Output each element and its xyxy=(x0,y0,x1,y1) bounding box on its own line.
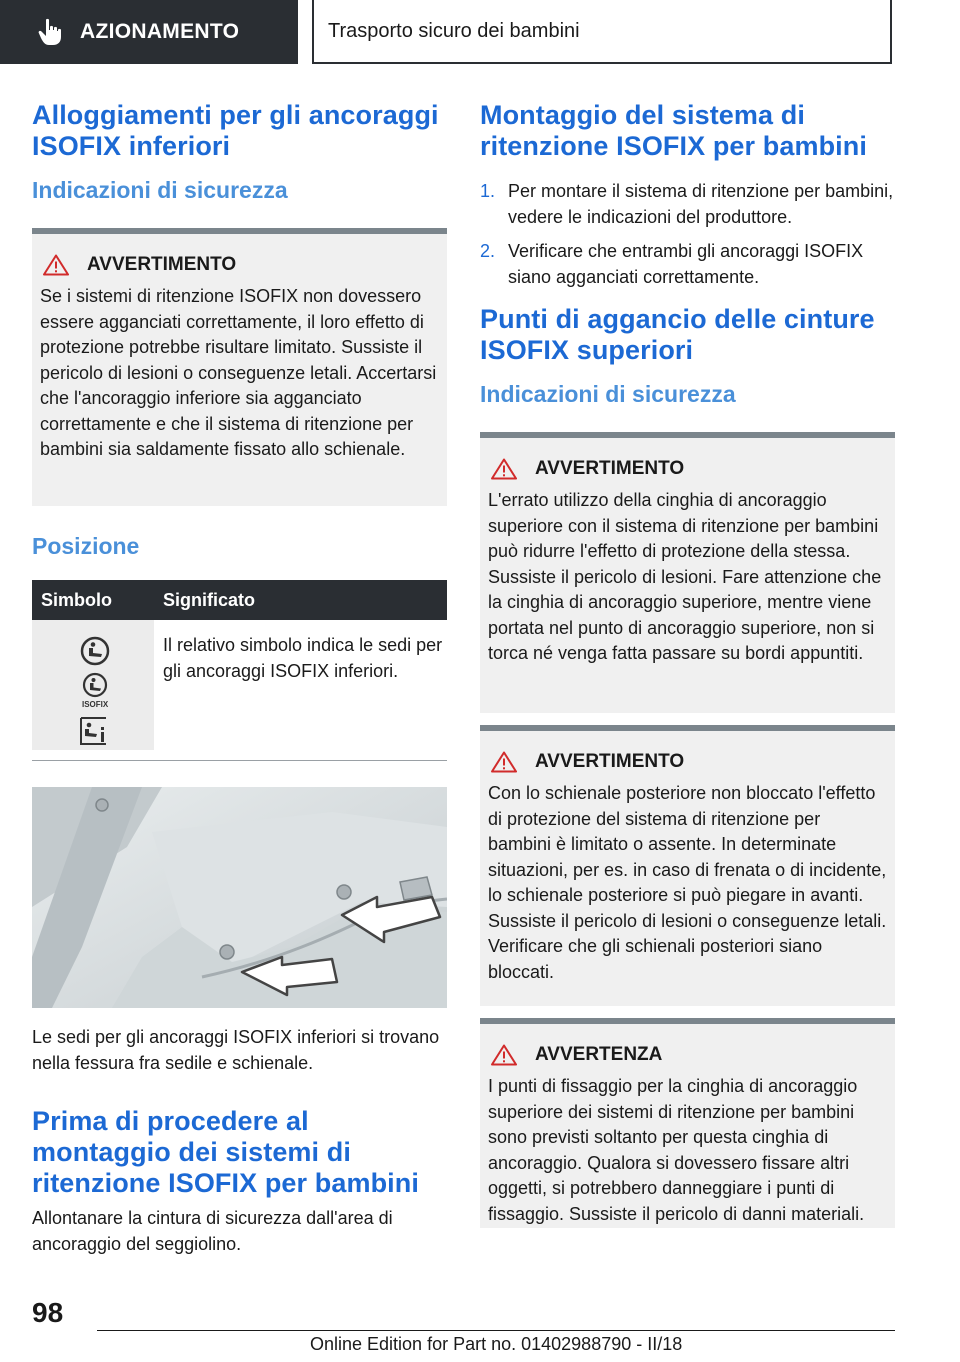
warning-box xyxy=(480,725,895,1006)
right-column xyxy=(480,100,895,1228)
chapter-title: Trasporto sicuro dei bambini xyxy=(328,19,580,42)
upper-anchor-title: Punti di aggancio delle cinture ISOFIX superiori xyxy=(480,304,875,365)
before-mounting-text: Allontanare la cintura di sicurezza dall'area di ancoraggio del seggiolino. xyxy=(32,1208,393,1254)
hand-pointer-icon xyxy=(38,18,64,46)
symbol-table xyxy=(32,580,447,750)
photo-caption: Le sedi per gli ancoraggi ISOFIX inferiori si trovano nella fessura fra sedile e schienale. xyxy=(32,1027,440,1073)
warning-triangle-icon xyxy=(491,458,517,480)
safety-heading: Indicazioni di sicurezza xyxy=(480,381,736,407)
position-heading: Posizione xyxy=(32,533,140,559)
warning-label: AVVERTIMENTO xyxy=(535,458,685,479)
notice-label: AVVERTENZA xyxy=(535,1044,663,1065)
warning-triangle-icon xyxy=(491,1044,517,1066)
warning-box xyxy=(32,228,447,506)
step-text: Per montare il sistema di ritenzione per bambini, vedere le indicazioni del produttore. xyxy=(508,181,894,227)
symbol-cell xyxy=(32,620,154,750)
warning-header xyxy=(488,458,887,480)
chapter-tab[interactable] xyxy=(312,0,892,64)
table-header-row xyxy=(32,580,447,620)
warning-header xyxy=(40,254,439,276)
safety-heading: Indicazioni di sicurezza xyxy=(32,177,288,203)
left-column xyxy=(32,100,447,1257)
mount-steps xyxy=(480,178,895,290)
notice-box xyxy=(480,1018,895,1228)
table-bottom-rule xyxy=(32,760,447,761)
step-text: Verificare che entrambi gli ancoraggi ISOFIX siano agganciati correttamente. xyxy=(508,241,864,287)
warning-triangle-icon xyxy=(491,751,517,773)
page-header xyxy=(0,0,960,66)
section-tab[interactable] xyxy=(0,0,298,64)
isofix-lower-title: Alloggiamenti per gli ancoraggi ISOFIX inferiori xyxy=(32,100,439,161)
mount-title: Montaggio del sistema di ritenzione ISOFIX per bambini xyxy=(480,100,867,161)
warning-text: L'errato utilizzo della cinghia di ancoraggio superiore con il sistema di ritenzione per bambini può ridurre l'effetto di protezione della stessa. Sussiste il pericolo di lesioni. Fare attenzione che la cinghia di ancoraggio superiore, mentre viene portata nel punto di ancoraggio superiore, non si torca né venga fatta passare su bordi appuntiti. xyxy=(488,490,882,663)
child-seat-icon xyxy=(80,636,110,666)
page-number: 98 xyxy=(32,1297,64,1328)
table-row xyxy=(32,620,447,750)
footer-edition: Online Edition for Part no. 01402988790 - II/18 xyxy=(310,1334,683,1354)
notice-text: I punti di fissaggio per la cinghia di ancoraggio superiore dei sistemi di ritenzione per bambini sono previsti soltanto per questa cinghia di ancoraggio. Qualora si dovessero fissare altri oggetti, si potrebbero danneggiare i punti di fissaggio. Sussiste il pericolo di danni materiali. xyxy=(488,1076,865,1224)
meaning-cell: Il relativo simbolo indica le sedi per gli ancoraggi ISOFIX inferiori. xyxy=(163,635,443,681)
warning-text: Con lo schienale posteriore non bloccato l'effetto di protezione del sistema di ritenzione per bambini è limitato o assente. In determinate situazioni, per es. in caso di frenata o di incidente, lo schienale posteriore si può piegare in avanti. Sussiste il pericolo di lesioni o conseguenze letali. Verificare che gli schienali posteriori siano bloccati. xyxy=(488,783,887,982)
isofix-label: ISOFIX xyxy=(82,700,109,709)
list-item xyxy=(480,178,895,230)
before-mounting-title: Prima di procedere al montaggio dei sistemi di ritenzione ISOFIX per bambini xyxy=(32,1106,419,1198)
isofix-seat-illustration xyxy=(32,787,447,1008)
isofix-info-icon xyxy=(78,714,110,746)
warning-triangle-icon xyxy=(43,254,69,276)
section-label: AZIONAMENTO xyxy=(80,20,240,43)
notice-header xyxy=(488,1044,887,1066)
warning-header xyxy=(488,751,887,773)
warning-label: AVVERTIMENTO xyxy=(87,254,237,275)
warning-box xyxy=(480,432,895,713)
footer-rule xyxy=(97,1330,895,1331)
seat-photo xyxy=(32,787,447,1008)
list-item xyxy=(480,238,895,290)
table-header-meaning: Significato xyxy=(154,580,447,620)
step-number: 1. xyxy=(480,181,496,201)
warning-label: AVVERTIMENTO xyxy=(535,751,685,772)
table-header-symbol: Simbolo xyxy=(32,580,154,620)
warning-text: Se i sistemi di ritenzione ISOFIX non dovessero essere agganciati correttamente, il loro effetto di protezione potrebbe risultare limitato. Sussiste il pericolo di lesioni o conseguenze letali. Accertarsi che l'ancoraggio inferiore sia agganciato correttamente e che il sistema di ritenzione per bambini sia saldamente fissato allo schienale. xyxy=(40,286,437,459)
step-number: 2. xyxy=(480,241,496,261)
